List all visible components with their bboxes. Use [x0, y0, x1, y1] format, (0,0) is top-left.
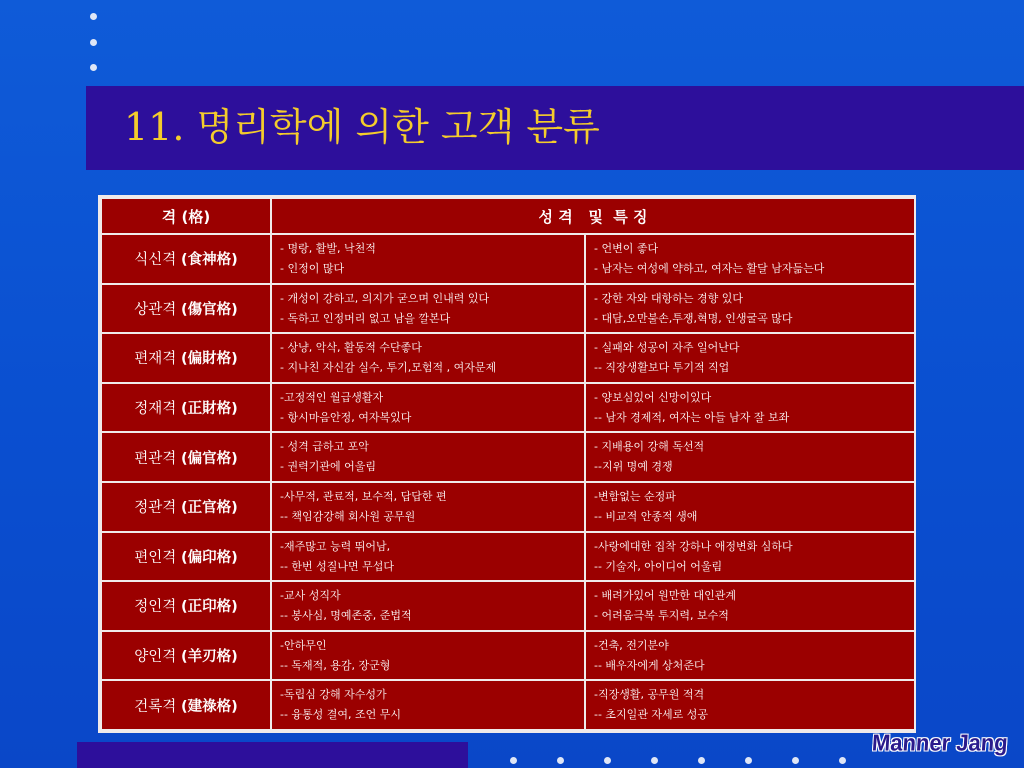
category-cell — [101, 383, 271, 433]
trait-line: -사랑에대한 집착 강하나 애정변화 심하다 — [594, 539, 793, 553]
trait-line: -- 초지일관 자세로 성공 — [594, 708, 709, 722]
slide-title: 11. 명리학에 의한 고객 분류 — [124, 105, 600, 149]
classification-table — [100, 197, 916, 731]
table-row — [101, 383, 915, 433]
traits-left-cell — [271, 680, 585, 730]
trait-line: - 권력기관에 어울림 — [280, 460, 376, 474]
traits-right-cell — [585, 532, 915, 582]
trait-line: - 개성이 강하고, 의지가 굳으며 인내력 있다 — [280, 291, 490, 305]
trait-line: - 상냥, 악삭, 활동적 수단좋다 — [280, 341, 422, 355]
traits-left-cell — [271, 532, 585, 582]
decorative-dot — [698, 757, 705, 764]
trait-line: -- 남자 경제적, 여자는 아들 남자 잘 보좌 — [594, 410, 790, 424]
category-cell — [101, 631, 271, 681]
category-cell — [101, 532, 271, 582]
trait-line: - 명랑, 활발, 낙천적 — [280, 242, 376, 255]
trait-line: -- 독재적, 용감, 장군형 — [280, 658, 391, 672]
trait-line: - 어려움극복 투지력, 보수적 — [594, 609, 729, 623]
category-hanja: (偏官格) — [180, 450, 238, 467]
trait-line: -- 비교적 안종적 생애 — [594, 509, 698, 523]
header-traits: 성 격 및 특 징 — [271, 198, 915, 234]
traits-left-cell — [271, 581, 585, 631]
traits-right-cell — [585, 383, 915, 433]
table-row — [101, 532, 915, 582]
traits-right-cell — [585, 631, 915, 681]
brand-logo: Manner Jang — [871, 729, 1009, 756]
decorative-dot — [745, 757, 752, 764]
traits-left-cell — [271, 284, 585, 334]
category-name: 편재격 — [134, 351, 177, 368]
decorative-dot — [90, 39, 97, 46]
traits-left-cell — [271, 631, 585, 681]
traits-right-cell — [585, 333, 915, 383]
trait-line: -- 한번 성질나면 무섭다 — [280, 559, 395, 573]
decorative-dot — [510, 757, 517, 764]
traits-left-cell — [271, 333, 585, 383]
category-cell — [101, 680, 271, 730]
trait-line: -- 기술자, 아이디어 어울림 — [594, 559, 723, 573]
traits-left-cell — [271, 482, 585, 532]
trait-line: -사무적, 관료적, 보수적, 답답한 편 — [280, 489, 447, 503]
category-hanja: (建祿格) — [180, 698, 238, 715]
trait-line: - 성격 급하고 포악 — [280, 440, 369, 454]
category-hanja: (羊刃格) — [180, 649, 238, 666]
trait-line: -고정적인 월급생활자 — [280, 390, 384, 404]
category-name: 양인격 — [134, 649, 177, 666]
trait-line: -- 배우자에게 상처준다 — [594, 658, 705, 672]
trait-line: -독립심 강해 자수성가 — [280, 688, 387, 702]
trait-line: - 지나친 자신감 실수, 투기,모험적 , 여자문제 — [280, 361, 497, 375]
trait-line: - 지배용이 강해 독선적 — [594, 440, 705, 454]
decorative-dot — [792, 757, 799, 764]
category-hanja: (傷官格) — [180, 301, 238, 318]
category-cell — [101, 284, 271, 334]
trait-line: -직장생활, 공무원 적격 — [594, 688, 705, 702]
decorative-dot — [90, 13, 97, 20]
category-hanja: (偏印格) — [180, 549, 238, 566]
category-name: 정관격 — [134, 500, 177, 517]
decorative-dot — [557, 757, 564, 764]
trait-line: - 양보심있어 신망이있다 — [594, 390, 712, 404]
category-name: 편관격 — [134, 450, 177, 467]
table-row — [101, 680, 915, 730]
trait-line: - 강한 자와 대항하는 경향 있다 — [594, 291, 743, 305]
trait-line: -- 직장생활보다 투기적 직업 — [594, 361, 730, 375]
category-hanja: (正官格) — [180, 500, 238, 517]
traits-left-cell — [271, 432, 585, 482]
trait-line: -안하무인 — [280, 638, 327, 652]
category-hanja: (正財格) — [180, 401, 238, 418]
category-cell — [101, 333, 271, 383]
category-cell — [101, 482, 271, 532]
trait-line: - 언변이 좋다 — [594, 242, 659, 255]
decorative-dot — [839, 757, 846, 764]
traits-right-cell — [585, 482, 915, 532]
category-name: 식신격 — [134, 252, 177, 269]
category-name: 정인격 — [134, 599, 177, 616]
trait-line: - 인정이 많다 — [280, 262, 345, 275]
category-hanja: (偏財格) — [180, 351, 238, 368]
category-hanja: (食神格) — [180, 252, 238, 269]
traits-right-cell — [585, 680, 915, 730]
category-name: 건록격 — [134, 698, 177, 715]
category-hanja: (正印格) — [180, 599, 238, 616]
decorative-dot — [604, 757, 611, 764]
category-name: 편인격 — [134, 549, 177, 566]
trait-line: -- 책임감강해 회사원 공무원 — [280, 509, 416, 523]
category-cell — [101, 234, 271, 284]
traits-left-cell — [271, 234, 585, 284]
decorative-dot — [90, 64, 97, 71]
table-row — [101, 284, 915, 334]
header-category: 격 (格) — [101, 198, 271, 234]
trait-line: -재주많고 능력 뛰어남, — [280, 539, 391, 553]
table-row — [101, 581, 915, 631]
traits-right-cell — [585, 581, 915, 631]
category-name: 상관격 — [134, 301, 177, 318]
traits-right-cell — [585, 432, 915, 482]
trait-line: - 독하고 인정머리 없고 남을 깔본다 — [280, 311, 451, 325]
trait-line: - 항시마음안정, 여자복있다 — [280, 410, 412, 424]
table-row — [101, 631, 915, 681]
table-header-row — [101, 198, 915, 234]
trait-line: - 배려가있어 원만한 대인관계 — [594, 589, 736, 603]
trait-line: -- 봉사심, 명예존중, 준법적 — [280, 609, 412, 623]
category-cell — [101, 432, 271, 482]
table-row — [101, 432, 915, 482]
traits-left-cell — [271, 383, 585, 433]
trait-line: - 남자는 여성에 약하고, 여자는 활달 남자듦는다 — [594, 262, 825, 275]
bottom-bar — [77, 742, 468, 768]
trait-line: - 대담,오만불손,투쟁,혁명, 인생굴곡 많다 — [594, 311, 793, 325]
trait-line: --지위 명예 경쟁 — [594, 460, 673, 474]
category-name: 정재격 — [134, 401, 177, 418]
category-cell — [101, 581, 271, 631]
table-row — [101, 234, 915, 284]
decorative-dot — [651, 757, 658, 764]
trait-line: -건축, 전기분야 — [594, 638, 669, 652]
traits-right-cell — [585, 234, 915, 284]
trait-line: -- 융통성 결여, 조언 무시 — [280, 708, 402, 722]
trait-line: -교사 성직자 — [280, 589, 341, 603]
table-row — [101, 333, 915, 383]
traits-right-cell — [585, 284, 915, 334]
trait-line: - 실패와 성공이 자주 일어난다 — [594, 341, 740, 355]
classification-table-frame — [98, 195, 916, 733]
trait-line: -변함없는 순정파 — [594, 489, 676, 503]
table-row — [101, 482, 915, 532]
